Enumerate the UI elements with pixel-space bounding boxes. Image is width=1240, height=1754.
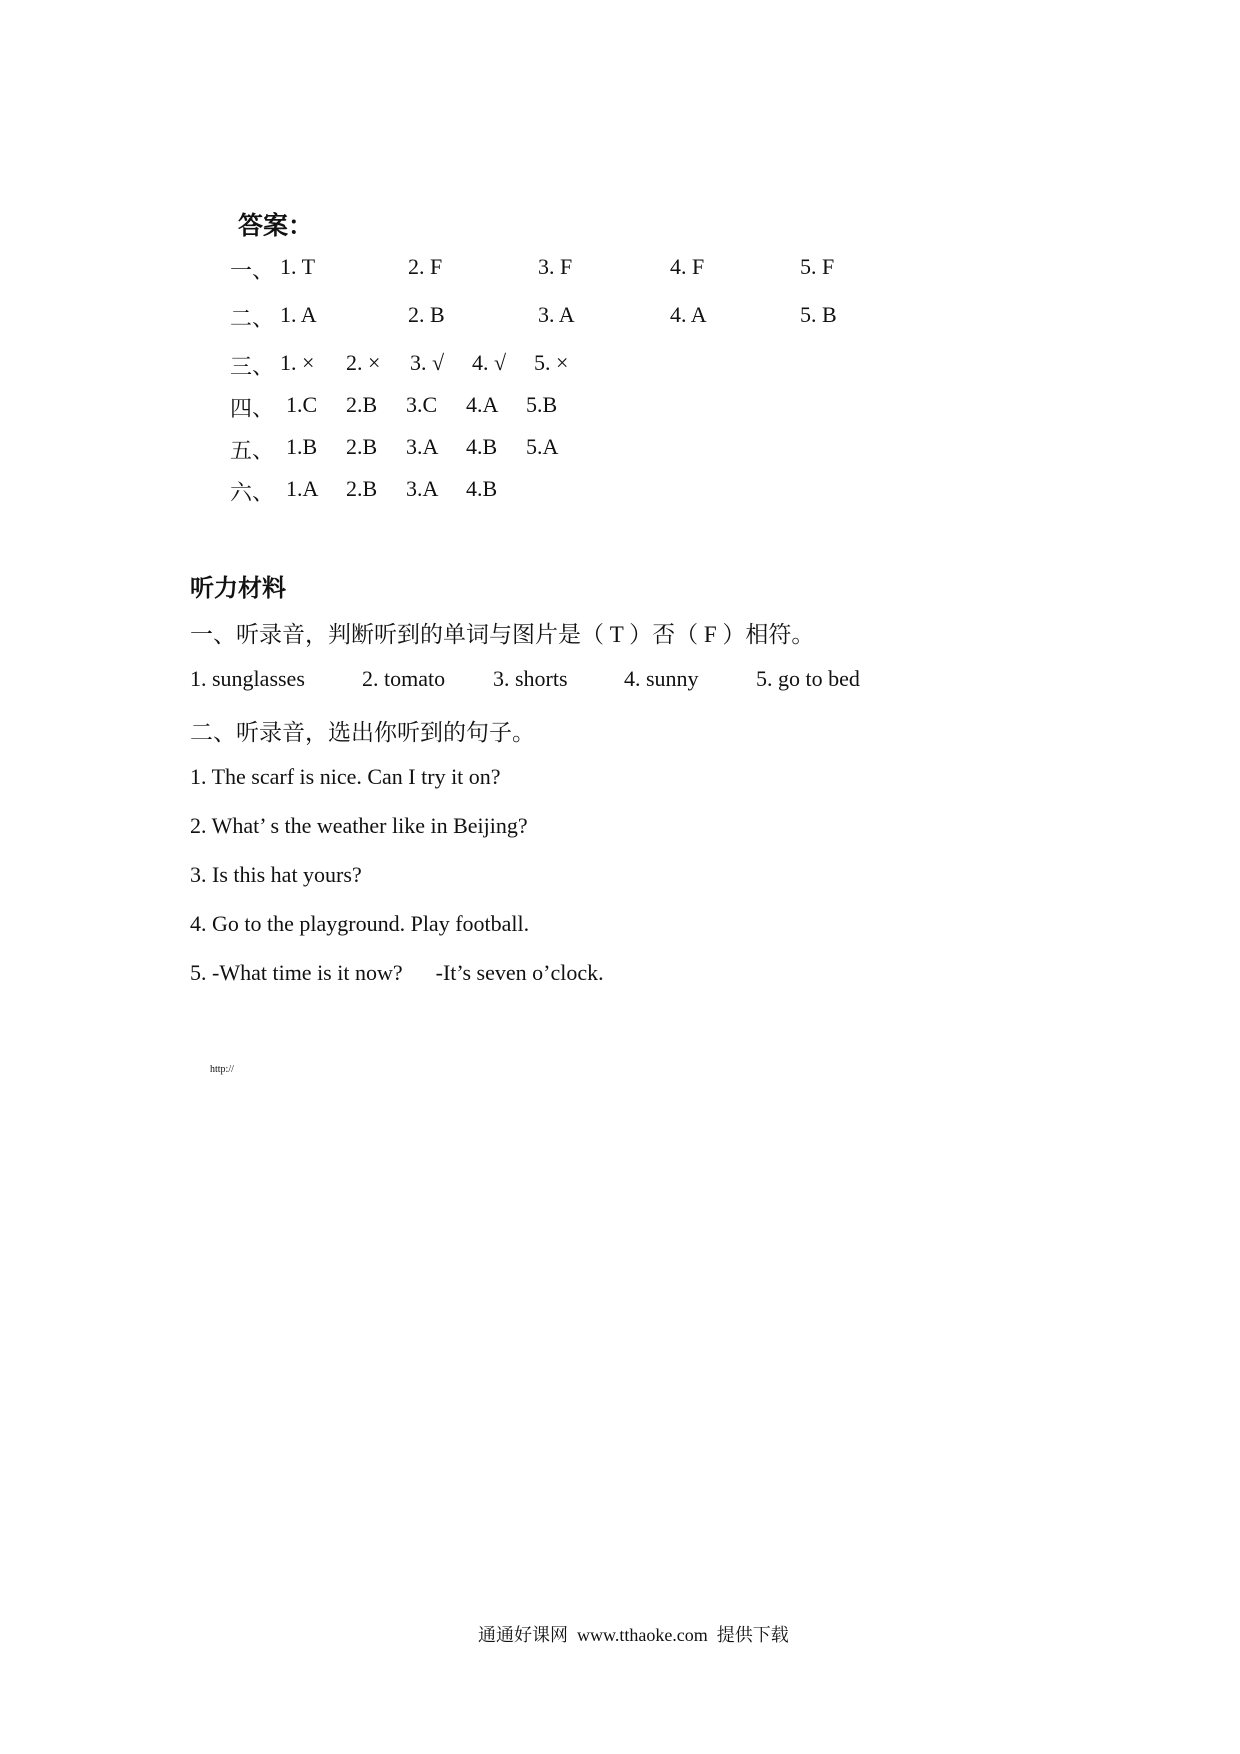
answer-row-2	[230, 302, 870, 334]
answer-item: 2.B	[346, 392, 378, 417]
answer-item: 1. T	[280, 254, 316, 279]
answer-row-3	[230, 350, 870, 382]
answer-item: 3. F	[538, 254, 573, 279]
answer-item: 2.B	[346, 476, 378, 501]
word-item: 1. sunglasses	[190, 666, 305, 691]
answer-item: 2. F	[408, 254, 443, 279]
answer-item: 1. A	[280, 302, 317, 327]
answer-item: 3.C	[406, 392, 438, 417]
answer-item: 1. ×	[280, 350, 315, 375]
answer-item: 4.A	[466, 392, 499, 417]
answer-item: 4. √	[472, 350, 507, 375]
answer-row-label: 三、	[230, 354, 275, 379]
sentence-item: 1. The scarf is nice. Can I try it on?	[190, 764, 501, 789]
answers-title: 答案：	[238, 213, 314, 240]
answer-item: 5.A	[526, 434, 559, 459]
answer-item: 2. ×	[346, 350, 381, 375]
q1-instruction: 一、听录音，判断听到的单词与图片是（ T ）否（ F ）相符。	[190, 622, 815, 647]
answer-row-1	[230, 254, 870, 286]
word-item: 4. sunny	[624, 666, 699, 691]
footer-text: 通通好课网 www.tthaoke.com 提供下载	[478, 1625, 789, 1645]
answer-item: 4.B	[466, 476, 498, 501]
answer-row-label: 一、	[230, 258, 275, 283]
answer-item: 4.B	[466, 434, 498, 459]
answer-item: 5. B	[800, 302, 837, 327]
answer-item: 5. F	[800, 254, 835, 279]
answer-item: 5.B	[526, 392, 558, 417]
answer-row-4	[230, 392, 870, 424]
answer-item: 3. A	[538, 302, 575, 327]
q2-instruction: 二、听录音，选出你听到的句子。	[190, 720, 535, 745]
answer-row-label: 六、	[230, 480, 275, 505]
answer-item: 4. A	[670, 302, 707, 327]
answer-row-label: 五、	[230, 438, 275, 463]
sentence-item: 5. -What time is it now? -It’s seven o’clock.	[190, 960, 604, 985]
word-item: 5. go to bed	[756, 666, 860, 691]
listening-heading: 听力材料	[190, 576, 286, 602]
q1-word-list	[190, 666, 910, 696]
answer-item: 1.C	[286, 392, 318, 417]
answer-item: 3. √	[410, 350, 445, 375]
sentence-item: 2. What’ s the weather like in Beijing?	[190, 813, 528, 838]
answer-row-label: 二、	[230, 306, 275, 331]
sentence-item: 4. Go to the playground. Play football.	[190, 911, 530, 936]
sentence-item: 3. Is this hat yours?	[190, 862, 362, 887]
answer-row-6	[230, 476, 870, 508]
answer-item: 2.B	[346, 434, 378, 459]
answer-item: 3.A	[406, 434, 439, 459]
answer-row-5	[230, 434, 870, 466]
answer-item: 1.A	[286, 476, 319, 501]
answer-item: 4. F	[670, 254, 705, 279]
url-text: http://	[210, 1064, 234, 1075]
answer-item: 3.A	[406, 476, 439, 501]
word-item: 2. tomato	[362, 666, 446, 691]
answer-row-label: 四、	[230, 396, 275, 421]
answer-item: 5. ×	[534, 350, 569, 375]
word-item: 3. shorts	[493, 666, 568, 691]
answer-item: 2. B	[408, 302, 445, 327]
answer-item: 1.B	[286, 434, 318, 459]
